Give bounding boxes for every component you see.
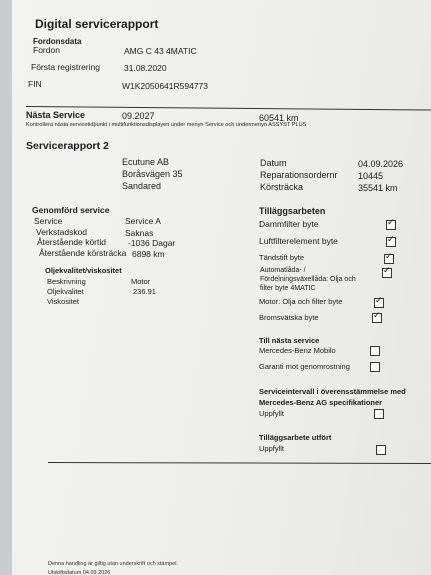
next-service-date: 09.2027 — [122, 111, 155, 121]
extra-work-item-label: Fördelningsväxellåda: Olja och — [260, 276, 356, 283]
oil-row-value: Motor — [131, 277, 151, 286]
performed-service-heading: Genomförd service — [32, 205, 110, 215]
oil-row-label: Oljekvalitet — [47, 287, 84, 296]
oil-row-label: Beskrivning — [47, 277, 86, 286]
interval-heading: Mercedes-Benz AG specifikationer — [259, 398, 383, 407]
divider — [26, 106, 431, 111]
extra-done-heading: Tilläggsarbete utfört — [259, 433, 332, 442]
distance-value: 35541 km — [358, 183, 398, 193]
oil-row-label: Viskositet — [47, 297, 79, 306]
extra-done-item-label: Uppfyllt — [259, 444, 285, 453]
fin-label: FIN — [28, 79, 42, 89]
workshop-city: Sandared — [122, 181, 162, 191]
next-service-item-label: Garanti mot genomrostning — [259, 362, 350, 371]
date-label: Datum — [260, 158, 287, 168]
distance-label: Körsträcka — [260, 182, 304, 192]
oil-row-value: 236.91 — [133, 287, 156, 296]
performed-row-value: -1036 Dagar — [128, 238, 176, 248]
interval-checkbox[interactable] — [374, 409, 384, 419]
date-value: 04.09.2026 — [358, 159, 404, 169]
extra-done-checkbox[interactable] — [376, 445, 386, 455]
divider — [48, 462, 431, 464]
next-service-items-heading: Till nästa service — [259, 336, 320, 345]
next-service-note: Kontrollera nästa servicetidpunkt i multifunktionsdisplayen under menyn Service och undermenyn ASSYST PLUS — [26, 122, 307, 128]
extra-work-checkbox[interactable] — [372, 313, 382, 323]
extra-work-item-label: filter byte 4MATIC — [260, 285, 316, 292]
interval-item-label: Uppfyllt — [259, 409, 285, 418]
extra-work-checkbox[interactable] — [382, 268, 392, 278]
vehicle-value: AMG C 43 4MATIC — [124, 46, 197, 56]
next-service-label: Nästa Service — [26, 110, 86, 120]
next-service-checkbox[interactable] — [370, 362, 380, 372]
service-report-page — [12, 0, 431, 575]
extra-work-checkbox[interactable] — [384, 254, 394, 264]
vehicle-section-heading: Fordonsdata — [33, 37, 82, 46]
extra-work-item-label: Motor: Olja och filter byte — [259, 297, 343, 306]
fin-value: W1K2050641R594773 — [122, 81, 209, 91]
oil-heading: Oljekvalitet/viskositet — [45, 266, 122, 275]
extra-work-item-label: Tändstift byte — [259, 253, 305, 262]
next-service-checkbox[interactable] — [370, 346, 380, 356]
extra-work-item-label: Bromsvätska byte — [259, 313, 319, 322]
report-heading: Servicerapport 2 — [26, 140, 109, 152]
next-service-km: 60541 km — [259, 113, 299, 123]
next-service-item-label: Mercedes-Benz Mobilo — [259, 346, 336, 355]
extra-work-item-label: Automatlåda- / — [260, 267, 306, 274]
extra-work-checkbox[interactable] — [374, 298, 384, 308]
workshop-name: Ecutune AB — [122, 157, 170, 167]
first-registration-label: Första registrering — [31, 62, 100, 72]
performed-row-label: Verkstadskod — [36, 227, 88, 237]
performed-row-label: Återstående körsträcka — [39, 248, 127, 258]
interval-heading: Serviceintervall i överensstämmelse med — [259, 387, 406, 396]
performed-row-value: 6898 km — [132, 249, 165, 259]
extra-work-checkbox[interactable] — [386, 237, 396, 247]
footer-print-date: Utskiftsdatum 04.09.2026 — [48, 570, 111, 575]
extra-work-heading: Tilläggsarbeten — [259, 206, 326, 216]
footer-validity-note: Denna handling är giltig utan underskrift och stämpel. — [48, 561, 178, 567]
workshop-street: Boråsvägen 35 — [122, 169, 183, 179]
extra-work-item-label: Dammfilter byte — [259, 219, 319, 229]
performed-row-label: Återstående körtid — [37, 237, 106, 247]
first-registration-value: 31.08.2020 — [124, 63, 167, 73]
extra-work-item-label: Luftfilterelement byte — [259, 236, 338, 246]
extra-work-checkbox[interactable] — [386, 220, 396, 230]
order-number-value: 10445 — [358, 171, 384, 181]
performed-row-value: Saknas — [125, 228, 154, 238]
document-title: Digital servicerapport — [35, 17, 159, 31]
vehicle-label: Fordon — [33, 45, 60, 55]
order-number-label: Reparationsordernr — [260, 170, 338, 180]
performed-row-label: Service — [34, 216, 63, 226]
performed-row-value: Service A — [125, 216, 161, 226]
